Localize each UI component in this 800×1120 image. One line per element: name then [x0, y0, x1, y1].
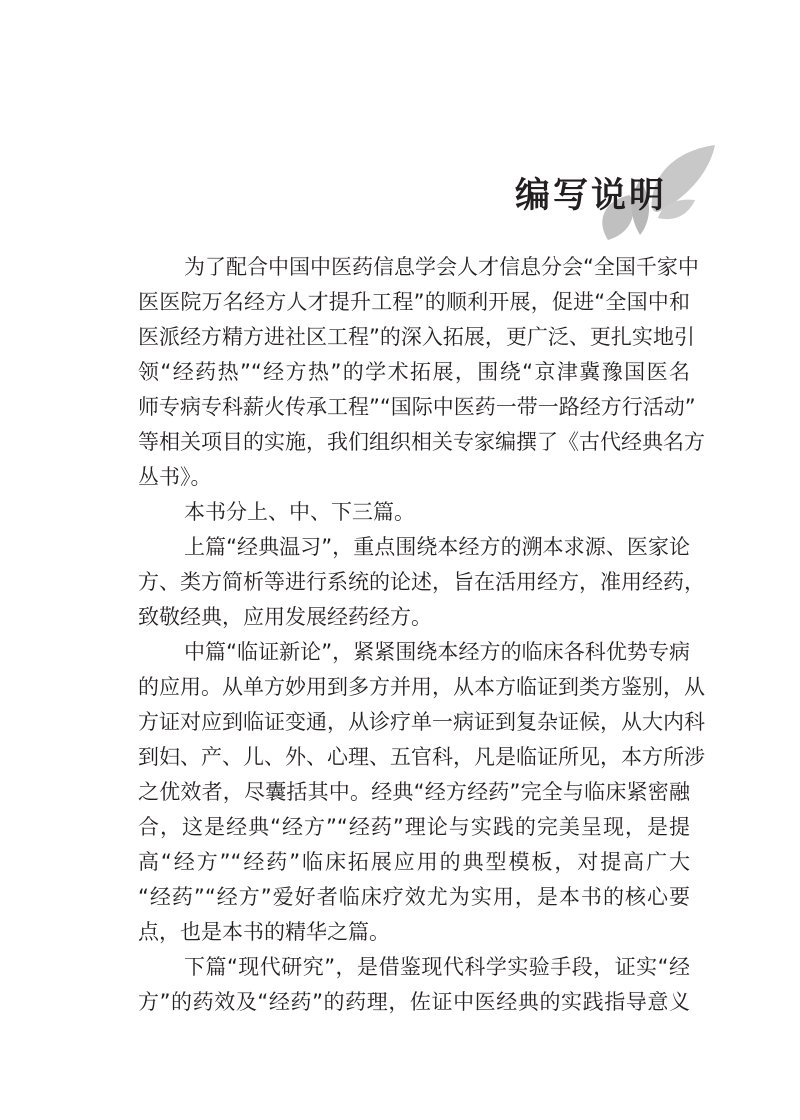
paragraph-3-line: 致敬经典，应用发展经药经方。	[138, 605, 432, 629]
paragraph-1-line: 为了配合中国中医药信息学会人才信息分会“全国千家中	[184, 255, 699, 279]
paragraph-3-line: 方、类方简析等进行系统的论述，旨在活用经方，准用经药，	[138, 570, 705, 594]
paragraph-3-line: 上篇“经典温习”，重点围绕本经方的溯本求源、医家论	[184, 535, 690, 559]
paragraph-5-line: 下篇“现代研究”，是借鉴现代科学实验手段，证实“经	[184, 955, 690, 979]
paragraph-5-line: 方”的药效及“经药”的药理，佐证中医经典的实践指导意义	[138, 990, 690, 1014]
paragraph-1-line: 医派经方精方进社区工程”的深入拓展，更广泛、更扎实地引	[138, 325, 695, 349]
paragraph-4-line: 点，也是本书的精华之篇。	[138, 920, 390, 944]
paragraph-4-line: “经药”“经方”爱好者临床疗效尤为实用，是本书的核心要	[138, 885, 690, 909]
paragraph-4-line: 之优效者，尽囊括其中。经典“经方经药”完全与临床紧密融	[138, 780, 690, 804]
paragraph-1-line: 领“经药热”“经方热”的学术拓展，围绕“京津冀豫国医名	[138, 360, 690, 384]
paragraph-4-line: 到妇、产、儿、外、心理、五官科，凡是临证所见，本方所涉	[138, 745, 705, 769]
paragraph-1-line: 师专病专科薪火传承工程”“国际中医药一带一路经方行活动”	[138, 395, 696, 419]
paragraph-4-line: 合，这是经典“经方”“经药”理论与实践的完美呈现，是提	[138, 815, 690, 839]
paragraph-1-line: 丛书》。	[138, 465, 212, 489]
page-title: 编写说明	[515, 176, 668, 216]
paragraph-4-line: 中篇“临证新论”，紧紧围绕本经方的临床各科优势专病	[184, 640, 690, 664]
document-body	[138, 250, 705, 1020]
paragraph-1-line: 医医院万名经方人才提升工程”的顺利开展，促进“全国中和	[138, 290, 690, 314]
paragraph-2-line: 本书分上、中、下三篇。	[184, 500, 415, 524]
paragraph-4-line: 的应用。从单方妙用到多方并用，从本方临证到类方鉴别，从	[138, 675, 705, 699]
paragraph-4-line: 高“经方”“经药”临床拓展应用的典型模板，对提高广大	[138, 850, 690, 874]
paragraph-4-line: 方证对应到临证变通，从诊疗单一病证到复杂证候，从大内科	[138, 710, 705, 734]
paragraph-1-line: 等相关项目的实施，我们组织相关专家编撰了《古代经典名方	[138, 430, 705, 454]
